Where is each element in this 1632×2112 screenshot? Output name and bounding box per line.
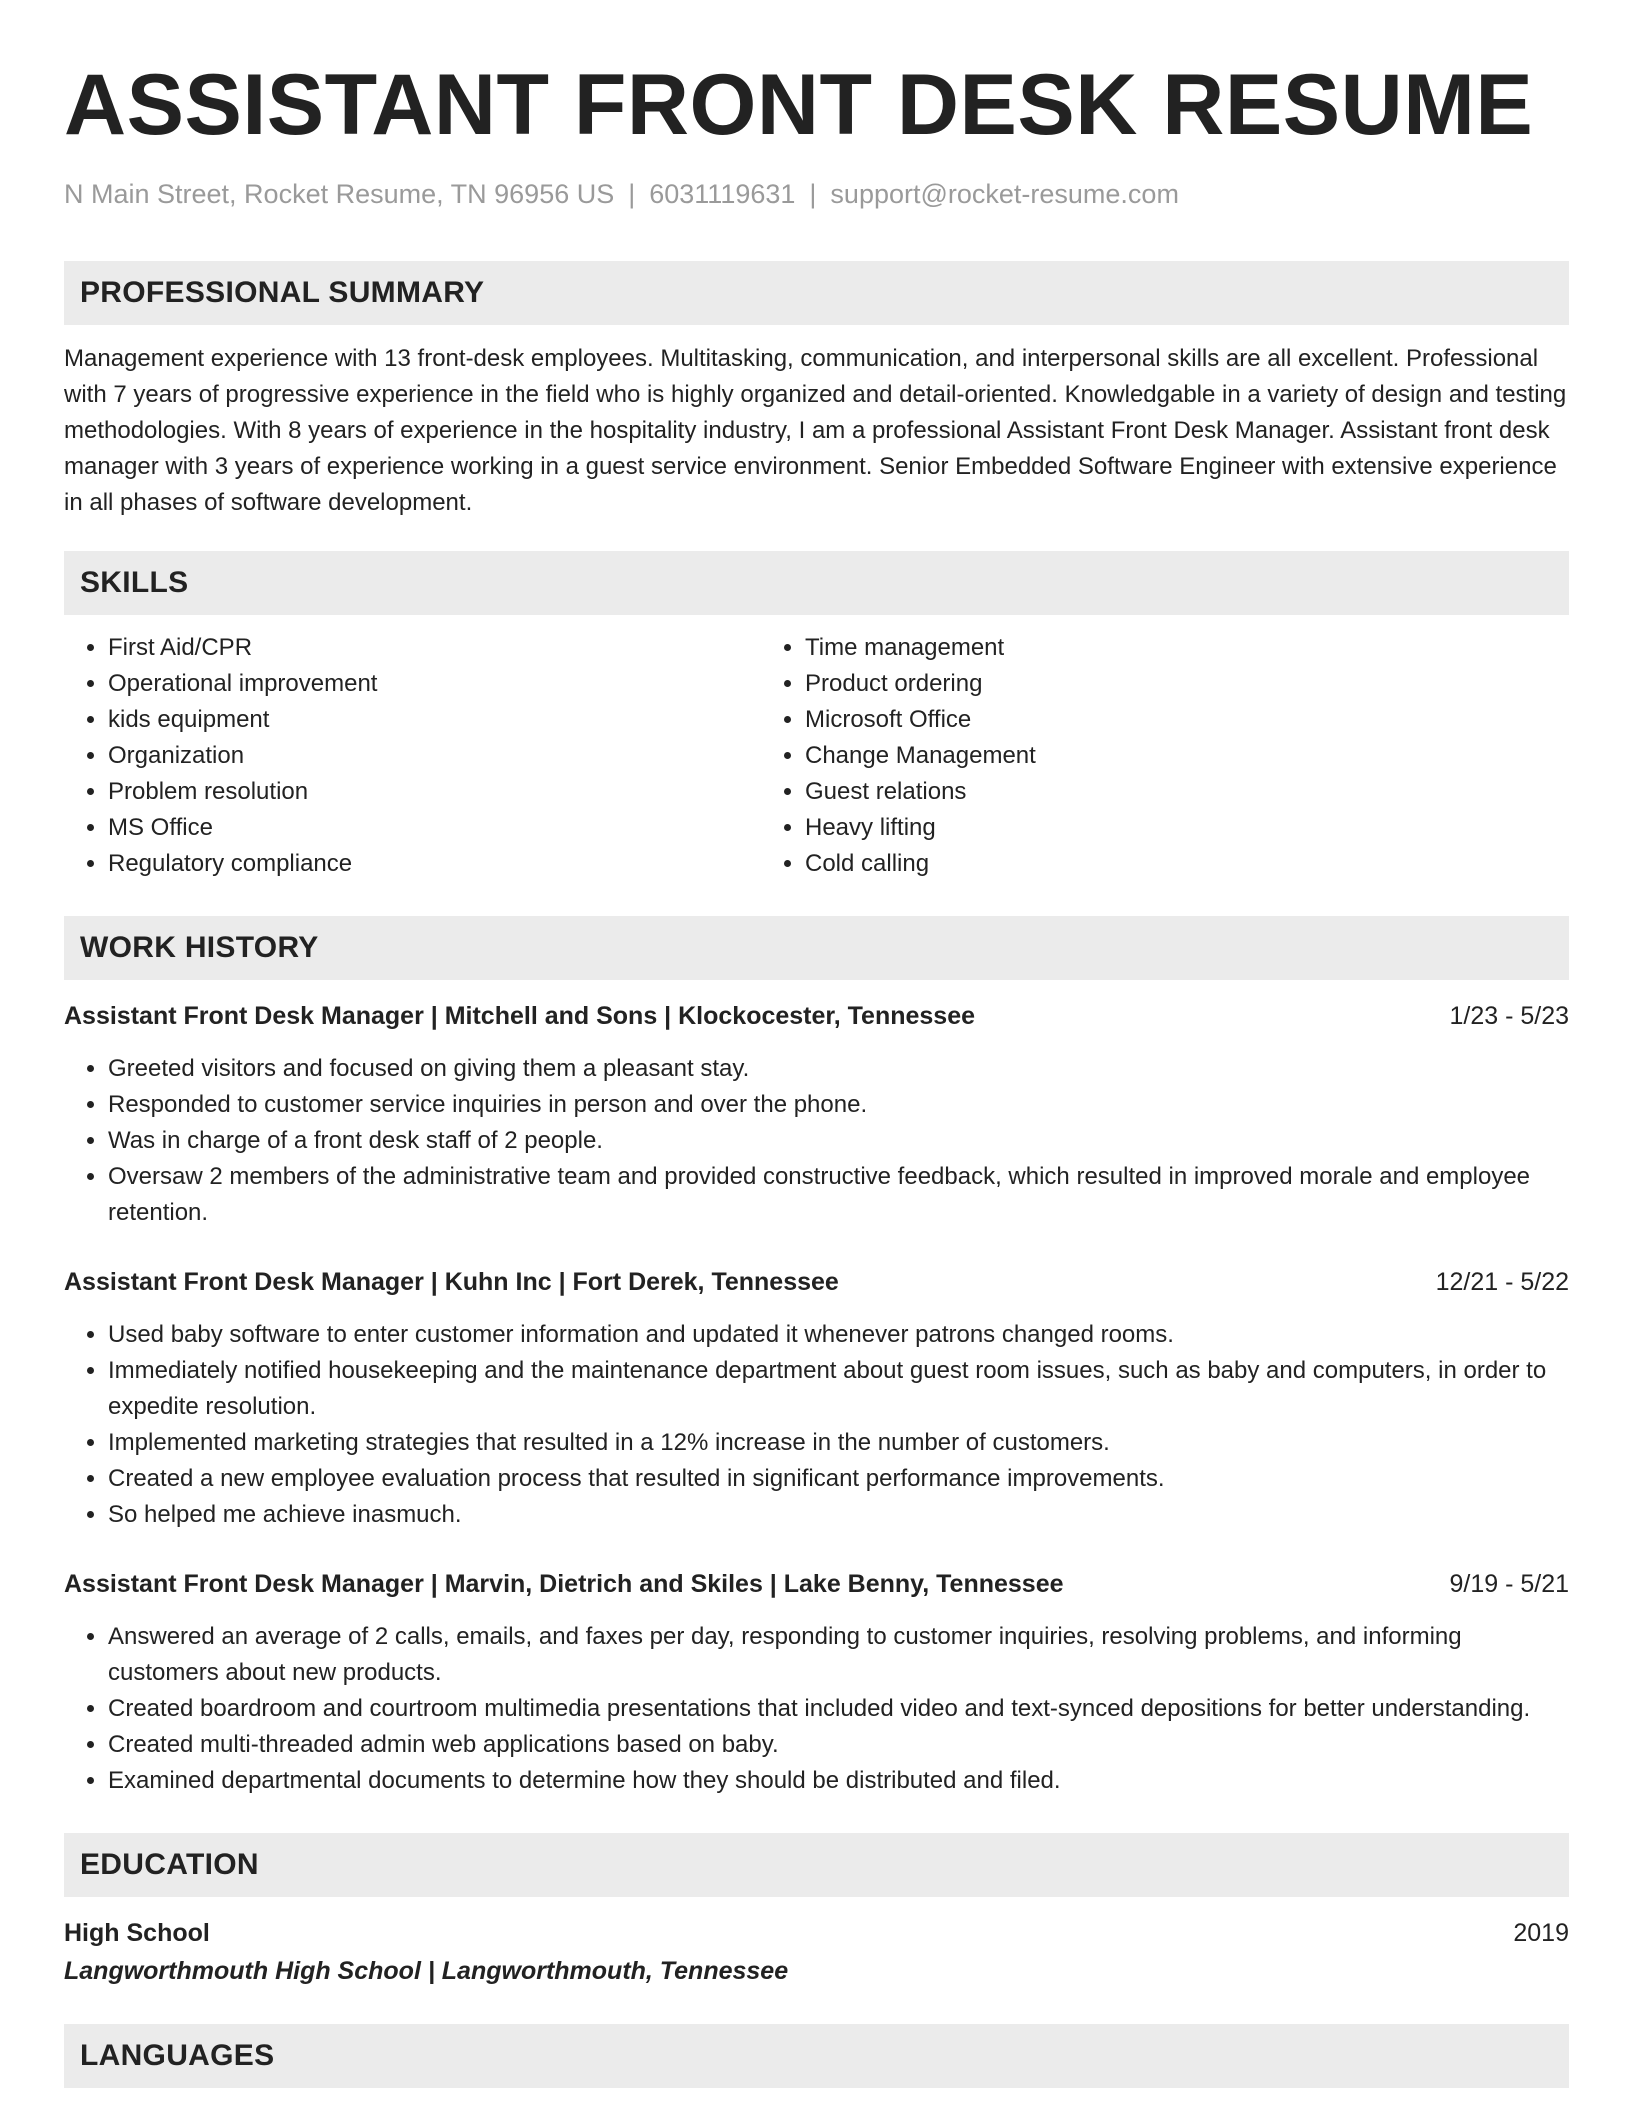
skill-item: • Time management [805, 630, 1569, 666]
job-bullet: • Created boardroom and courtroom multimedia presentations that included video and text-synced depositions for better understanding. [108, 1691, 1569, 1727]
job-title: Assistant Front Desk Manager | Kuhn Inc | Fort Derek, Tennessee [64, 1268, 839, 1296]
skills-column-right [761, 630, 1569, 882]
job-bullet: • Responded to customer service inquiries in person and over the phone. [108, 1087, 1569, 1123]
summary-text: Management experience with 13 front-desk employees. Multitasking, communication, and interpersonal skills are all excellent. Professional with 7 years of progressive experience in the field who is highly organized and detail-oriented. Knowledgable in a variety of design and testing methodologies. With 8 years of experience in the hospitality industry, I am a professional Assistant Front Desk Manager. Assistant front desk manager with 3 years of experience working in a guest service environment. Senior Embedded Software Engineer with extensive experience in all phases of software development. [64, 345, 1567, 516]
skill-item: • Organization [108, 738, 761, 774]
skill-item: • Problem resolution [108, 774, 761, 810]
skill-item: • MS Office [108, 810, 761, 846]
job-bullets [64, 1619, 1569, 1799]
job-bullet: • Greeted visitors and focused on giving them a pleasant stay. [108, 1051, 1569, 1087]
skill-item: • Product ordering [805, 666, 1569, 702]
education-entry [64, 1914, 1569, 1990]
contact-address: N Main Street, Rocket Resume, TN 96956 US [64, 179, 615, 209]
section-heading-languages: LANGUAGES [64, 2024, 1569, 2088]
job-dates: 12/21 - 5/22 [1435, 1268, 1569, 1296]
education-year: 2019 [1513, 1919, 1569, 1947]
skill-item: • Microsoft Office [805, 702, 1569, 738]
skill-item: • Operational improvement [108, 666, 761, 702]
job-bullet: • Created a new employee evaluation process that resulted in significant performance improvements. [108, 1461, 1569, 1497]
job-title: Assistant Front Desk Manager | Mitchell and Sons | Klockocester, Tennessee [64, 1002, 976, 1030]
job-dates: 1/23 - 5/23 [1449, 1002, 1569, 1030]
contact-phone: 6031119631 [649, 179, 796, 209]
job-header [64, 1264, 1569, 1300]
skill-item: • First Aid/CPR [108, 630, 761, 666]
job-entry [64, 1566, 1569, 1799]
resume-title: ASSISTANT FRONT DESK RESUME [64, 57, 1534, 153]
contact-email: support@rocket-resume.com [830, 179, 1179, 209]
job-title: Assistant Front Desk Manager | Marvin, Dietrich and Skiles | Lake Benny, Tennessee [64, 1570, 1064, 1598]
resume-page [64, 0, 1569, 2088]
section-heading-skills: SKILLS [64, 551, 1569, 615]
education-school: Langworthmouth High School | Langworthmouth, Tennessee [64, 1957, 789, 1985]
contact-separator: | [628, 179, 636, 209]
skills-column-left [64, 630, 761, 882]
job-header [64, 1566, 1569, 1602]
job-bullet: • Was in charge of a front desk staff of 2 people. [108, 1123, 1569, 1159]
job-entry [64, 998, 1569, 1231]
job-bullets [64, 1051, 1569, 1231]
job-entry [64, 1264, 1569, 1533]
skill-item: • Heavy lifting [805, 810, 1569, 846]
job-bullet: • Immediately notified housekeeping and the maintenance department about guest room issues, such as baby and computers, in order to expedite resolution. [108, 1353, 1569, 1425]
skill-item: • Cold calling [805, 846, 1569, 882]
job-bullet: • So helped me achieve inasmuch. [108, 1497, 1569, 1533]
section-heading-education: EDUCATION [64, 1833, 1569, 1897]
job-bullet: • Used baby software to enter customer information and updated it whenever patrons changed rooms. [108, 1317, 1569, 1353]
skill-item: • kids equipment [108, 702, 761, 738]
education-degree: High School [64, 1919, 210, 1947]
job-bullet: • Created multi-threaded admin web applications based on baby. [108, 1727, 1569, 1763]
job-dates: 9/19 - 5/21 [1449, 1570, 1569, 1598]
job-bullets [64, 1317, 1569, 1533]
job-header [64, 998, 1569, 1034]
section-heading-work: WORK HISTORY [64, 916, 1569, 980]
job-bullet: • Answered an average of 2 calls, emails, and faxes per day, responding to customer inquiries, resolving problems, and informing customers about new products. [108, 1619, 1569, 1691]
skills-list [64, 630, 1569, 882]
contact-line [64, 178, 1569, 210]
job-bullet: • Implemented marketing strategies that resulted in a 12% increase in the number of customers. [108, 1425, 1569, 1461]
skill-item: • Guest relations [805, 774, 1569, 810]
section-heading-summary: PROFESSIONAL SUMMARY [64, 261, 1569, 325]
job-bullet: • Oversaw 2 members of the administrative team and provided constructive feedback, which resulted in improved morale and employee retention. [108, 1159, 1569, 1231]
contact-separator: | [809, 179, 817, 209]
job-bullet: • Examined departmental documents to determine how they should be distributed and filed. [108, 1763, 1569, 1799]
skill-item: • Regulatory compliance [108, 846, 761, 882]
education-header [64, 1914, 1569, 1952]
skill-item: • Change Management [805, 738, 1569, 774]
